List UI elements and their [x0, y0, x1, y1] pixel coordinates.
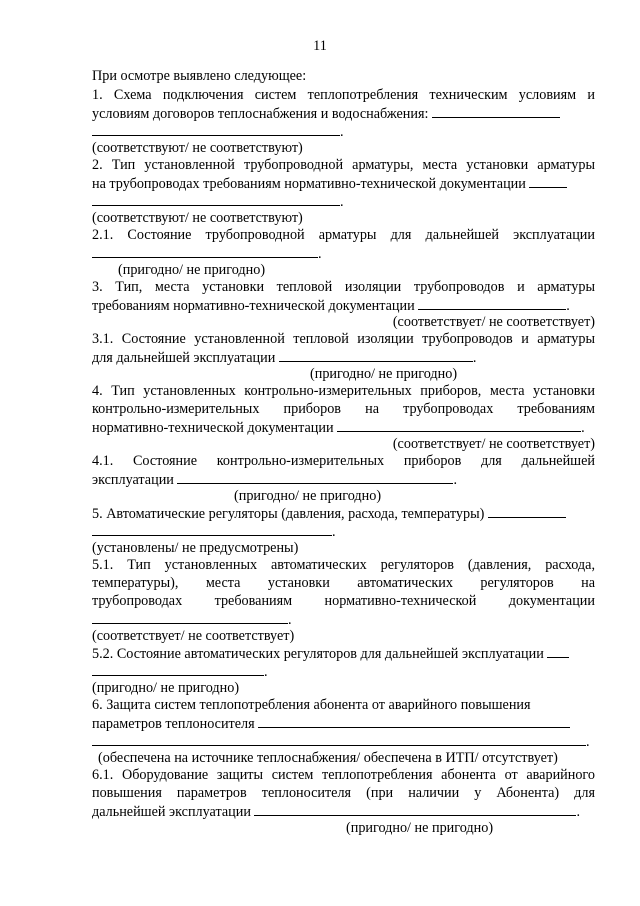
item-4-1-line-1: 4.1. Состояние контрольно-измерительных приборов для дальнейшей	[92, 453, 595, 469]
fill-blank	[432, 104, 560, 118]
item-6-line-1: 6. Защита систем теплопотребления абонента от аварийного повышения	[92, 697, 531, 713]
item-1-line-1: 1. Схема подключения систем теплопотребления техническим условиям и	[92, 87, 595, 103]
fill-blank	[92, 662, 264, 676]
item-3-line-1: 3. Тип, места установки тепловой изоляции трубопроводов и арматуры	[92, 279, 595, 295]
fill-blank	[177, 470, 453, 484]
item-6-1-line-3: дальнейшей эксплуатации .	[92, 804, 581, 820]
item-5-2-blank-line: .	[92, 662, 595, 681]
item-5-1-line-2: температуры), места установки автоматических регуляторов на	[92, 575, 595, 591]
fill-blank	[529, 174, 567, 188]
item-3-line-2: требованиям нормативно-технической документации .	[92, 298, 570, 314]
fill-blank	[258, 714, 570, 728]
item-1-blank-line: .	[92, 122, 595, 141]
item-5-2-hint: (пригодно/ не пригодно)	[92, 680, 240, 696]
item-3-1-line-2: для дальнейшей эксплуатации .	[92, 350, 477, 366]
fill-blank	[488, 504, 566, 518]
item-6-1-hint: (пригодно/ не пригодно)	[346, 820, 494, 836]
item-2-line-2: на трубопроводах требованиям нормативно-технической документации	[92, 174, 595, 193]
fill-blank	[92, 122, 340, 136]
item-3-hint: (соответствует/ не соответствует)	[392, 314, 595, 330]
item-2-1-hint: (пригодно/ не пригодно)	[118, 262, 266, 278]
item-4-line-2: контрольно-измерительных приборов на трубопроводах требованиям	[92, 401, 595, 417]
item-6-1-line-2: повышения параметров теплоносителя (при наличии у Абонента) для	[92, 785, 595, 801]
item-6-line-2: параметров теплоносителя	[92, 714, 595, 733]
fill-blank	[254, 802, 576, 816]
item-2-1-line-1: 2.1. Состояние трубопроводной арматуры для дальнейшей эксплуатации	[92, 227, 595, 243]
item-5-line-1: 5. Автоматические регуляторы (давления, расхода, температуры)	[92, 504, 595, 523]
item-2-hint: (соответствуют/ не соответствуют)	[92, 210, 303, 226]
item-5-1-hint: (соответствует/ не соответствует)	[92, 628, 295, 644]
fill-blank	[92, 244, 318, 258]
item-5-1-line-1: 5.1. Тип установленных автоматических регуляторов (давления, расхода,	[92, 557, 595, 573]
item-3-1-line-1: 3.1. Состояние установленной тепловой изоляции трубопроводов и арматуры	[92, 331, 595, 347]
item-3-1-hint: (пригодно/ не пригодно)	[310, 366, 458, 382]
fill-blank	[418, 296, 566, 310]
intro-line: При осмотре выявлено следующее:	[92, 68, 307, 84]
fill-blank	[547, 644, 569, 658]
item-4-1-line-2: эксплуатации .	[92, 472, 457, 488]
item-6-1-line-1: 6.1. Оборудование защиты систем теплопотребления абонента от аварийного	[92, 767, 595, 783]
item-2-line-1: 2. Тип установленной трубопроводной арматуры, места установки арматуры	[92, 157, 595, 173]
item-1-hint: (соответствуют/ не соответствуют)	[92, 140, 303, 156]
item-6-hint: (обеспечена на источнике теплоснабжения/ обеспечена в ИТП/ отсутствует)	[98, 750, 558, 766]
item-5-2-line-1: 5.2. Состояние автоматических регуляторов для дальнейшей эксплуатации	[92, 644, 595, 663]
item-2-1-blank-line: .	[92, 244, 595, 263]
page-number: 11	[313, 38, 327, 54]
item-4-hint: (соответствует/ не соответствует)	[392, 436, 595, 452]
item-4-1-hint: (пригодно/ не пригодно)	[234, 488, 382, 504]
fill-blank	[279, 348, 473, 362]
fill-blank	[92, 192, 340, 206]
item-5-hint: (установлены/ не предусмотрены)	[92, 540, 299, 556]
item-5-blank-line: .	[92, 522, 595, 541]
item-5-1-line-3: трубопроводах требованиям нормативно-технической документации	[92, 593, 595, 609]
item-4-line-3: нормативно-технической документации .	[92, 420, 585, 436]
fill-blank	[92, 732, 586, 746]
fill-blank	[92, 610, 288, 624]
item-2-blank-line: .	[92, 192, 595, 211]
item-4-line-1: 4. Тип установленных контрольно-измерительных приборов, места установки	[92, 383, 595, 399]
item-5-1-blank-line: .	[92, 610, 595, 629]
fill-blank	[92, 522, 332, 536]
item-6-blank-line: .	[92, 732, 595, 751]
fill-blank	[337, 418, 581, 432]
item-1-line-2: условиям договоров теплоснабжения и водоснабжения:	[92, 104, 595, 123]
